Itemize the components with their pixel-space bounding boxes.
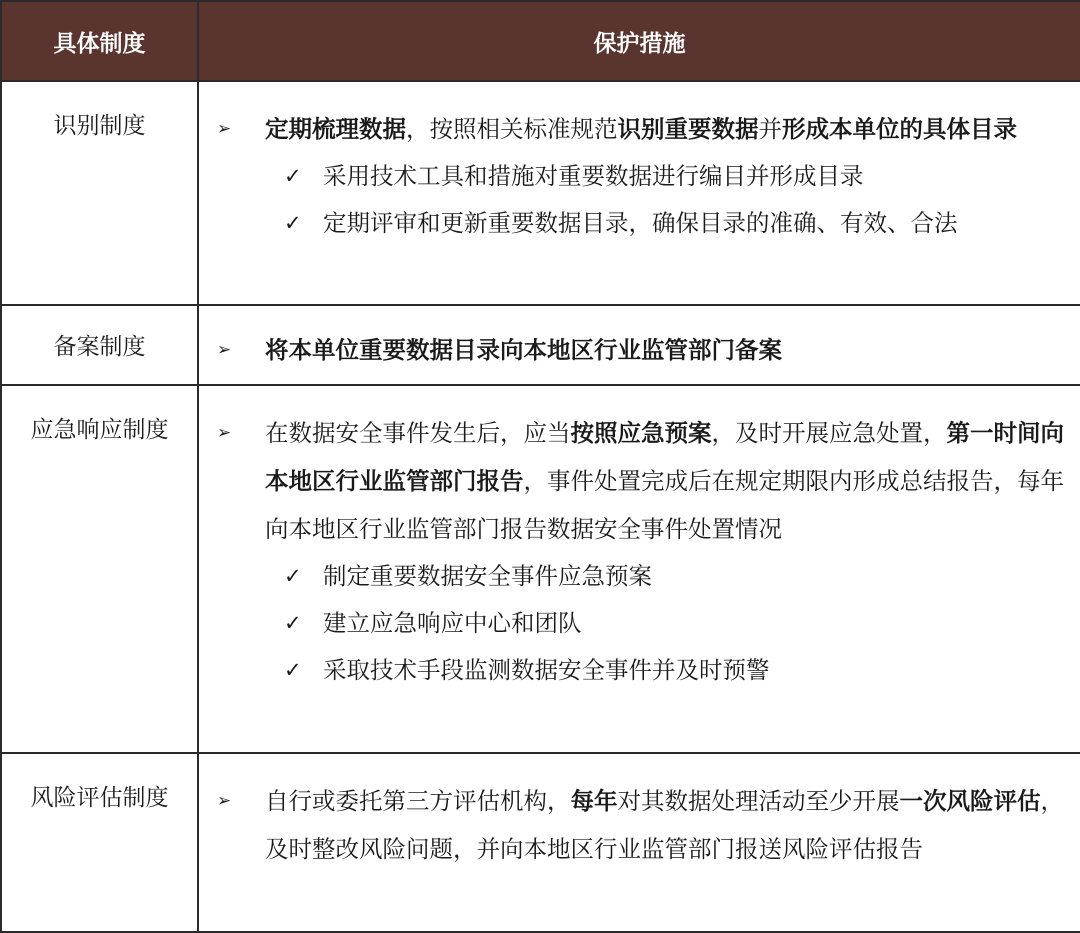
measure-text: ，按照相关标准规范 <box>406 115 618 143</box>
emphasis-text: 将本单位重要数据目录向本地区行业监管部门备案 <box>265 336 782 364</box>
sub-measure <box>217 647 1066 694</box>
sub-measure <box>217 600 1066 647</box>
sub-measure <box>217 553 1066 600</box>
check-mark-icon: ✓ <box>284 658 302 682</box>
sub-measure-text: 制定重要数据安全事件应急预案 <box>323 562 652 590</box>
table-row <box>1 305 1080 385</box>
emphasis-text: 每年 <box>570 787 618 815</box>
sub-measure-text: 采取技术手段监测数据安全事件并及时预警 <box>323 656 770 684</box>
emphasis-text: 识别重要数据 <box>617 115 759 143</box>
check-mark-icon: ✓ <box>284 211 302 235</box>
measures-cell <box>198 81 1080 305</box>
measure-text: ，及时整改风险问题，并向本地区行业监管部门报送风险评估报告 <box>265 787 1064 863</box>
main-measure <box>217 326 1066 374</box>
measure-text: ，及时开展应急处置， <box>711 419 947 447</box>
sub-measure <box>217 200 1066 247</box>
main-measure-text <box>265 777 1066 873</box>
header-row <box>1 1 1080 81</box>
sub-measure-text: 定期评审和更新重要数据目录，确保目录的准确、有效、合法 <box>323 209 958 237</box>
sub-measure-text: 建立应急响应中心和团队 <box>323 609 582 637</box>
main-measure-text <box>265 409 1066 553</box>
measures-cell <box>198 305 1080 385</box>
emphasis-text: 形成本单位的具体目录 <box>782 115 1017 143</box>
table-row <box>1 81 1080 305</box>
policy-name: 识别制度 <box>1 81 198 305</box>
check-mark-icon: ✓ <box>284 564 302 588</box>
policy-name: 备案制度 <box>1 305 198 385</box>
sub-measure-text: 采用技术工具和措施对重要数据进行编目并形成目录 <box>323 162 864 190</box>
policy-name: 应急响应制度 <box>1 385 198 753</box>
main-measure-text <box>265 326 1066 374</box>
measure-text: 在数据安全事件发生后，应当 <box>265 419 571 447</box>
main-measure <box>217 777 1066 873</box>
measure-text: 并 <box>758 115 782 143</box>
check-mark-icon: ✓ <box>284 611 302 635</box>
measure-text: 对其数据处理活动至少开展 <box>617 787 900 815</box>
header-policy: 具体制度 <box>1 1 198 81</box>
main-measure <box>217 409 1066 553</box>
emphasis-text: 定期梳理数据 <box>265 115 406 143</box>
emphasis-text: 第一时间向本地区行业监管部门报告 <box>265 419 1064 495</box>
arrowhead-bullet-icon: ➢ <box>217 423 232 443</box>
main-measure-text <box>265 105 1066 153</box>
measures-cell <box>198 385 1080 753</box>
policy-name: 风险评估制度 <box>1 753 198 932</box>
main-measure <box>217 105 1066 153</box>
table-row <box>1 753 1080 932</box>
sub-measure <box>217 153 1066 200</box>
arrowhead-bullet-icon: ➢ <box>217 340 232 360</box>
emphasis-text: 按照应急预案 <box>570 419 712 447</box>
arrowhead-bullet-icon: ➢ <box>217 119 232 139</box>
measures-cell <box>198 753 1080 932</box>
emphasis-text: 一次风险评估 <box>899 787 1041 815</box>
measure-text: 自行或委托第三方评估机构， <box>265 787 571 815</box>
measure-text: ，事件处置完成后在规定期限内形成总结报告，每年向本地区行业监管部门报告数据安全事件处置情况 <box>265 467 1064 543</box>
arrowhead-bullet-icon: ➢ <box>217 791 232 811</box>
table-row <box>1 385 1080 753</box>
header-measures: 保护措施 <box>198 1 1080 81</box>
check-mark-icon: ✓ <box>284 164 302 188</box>
